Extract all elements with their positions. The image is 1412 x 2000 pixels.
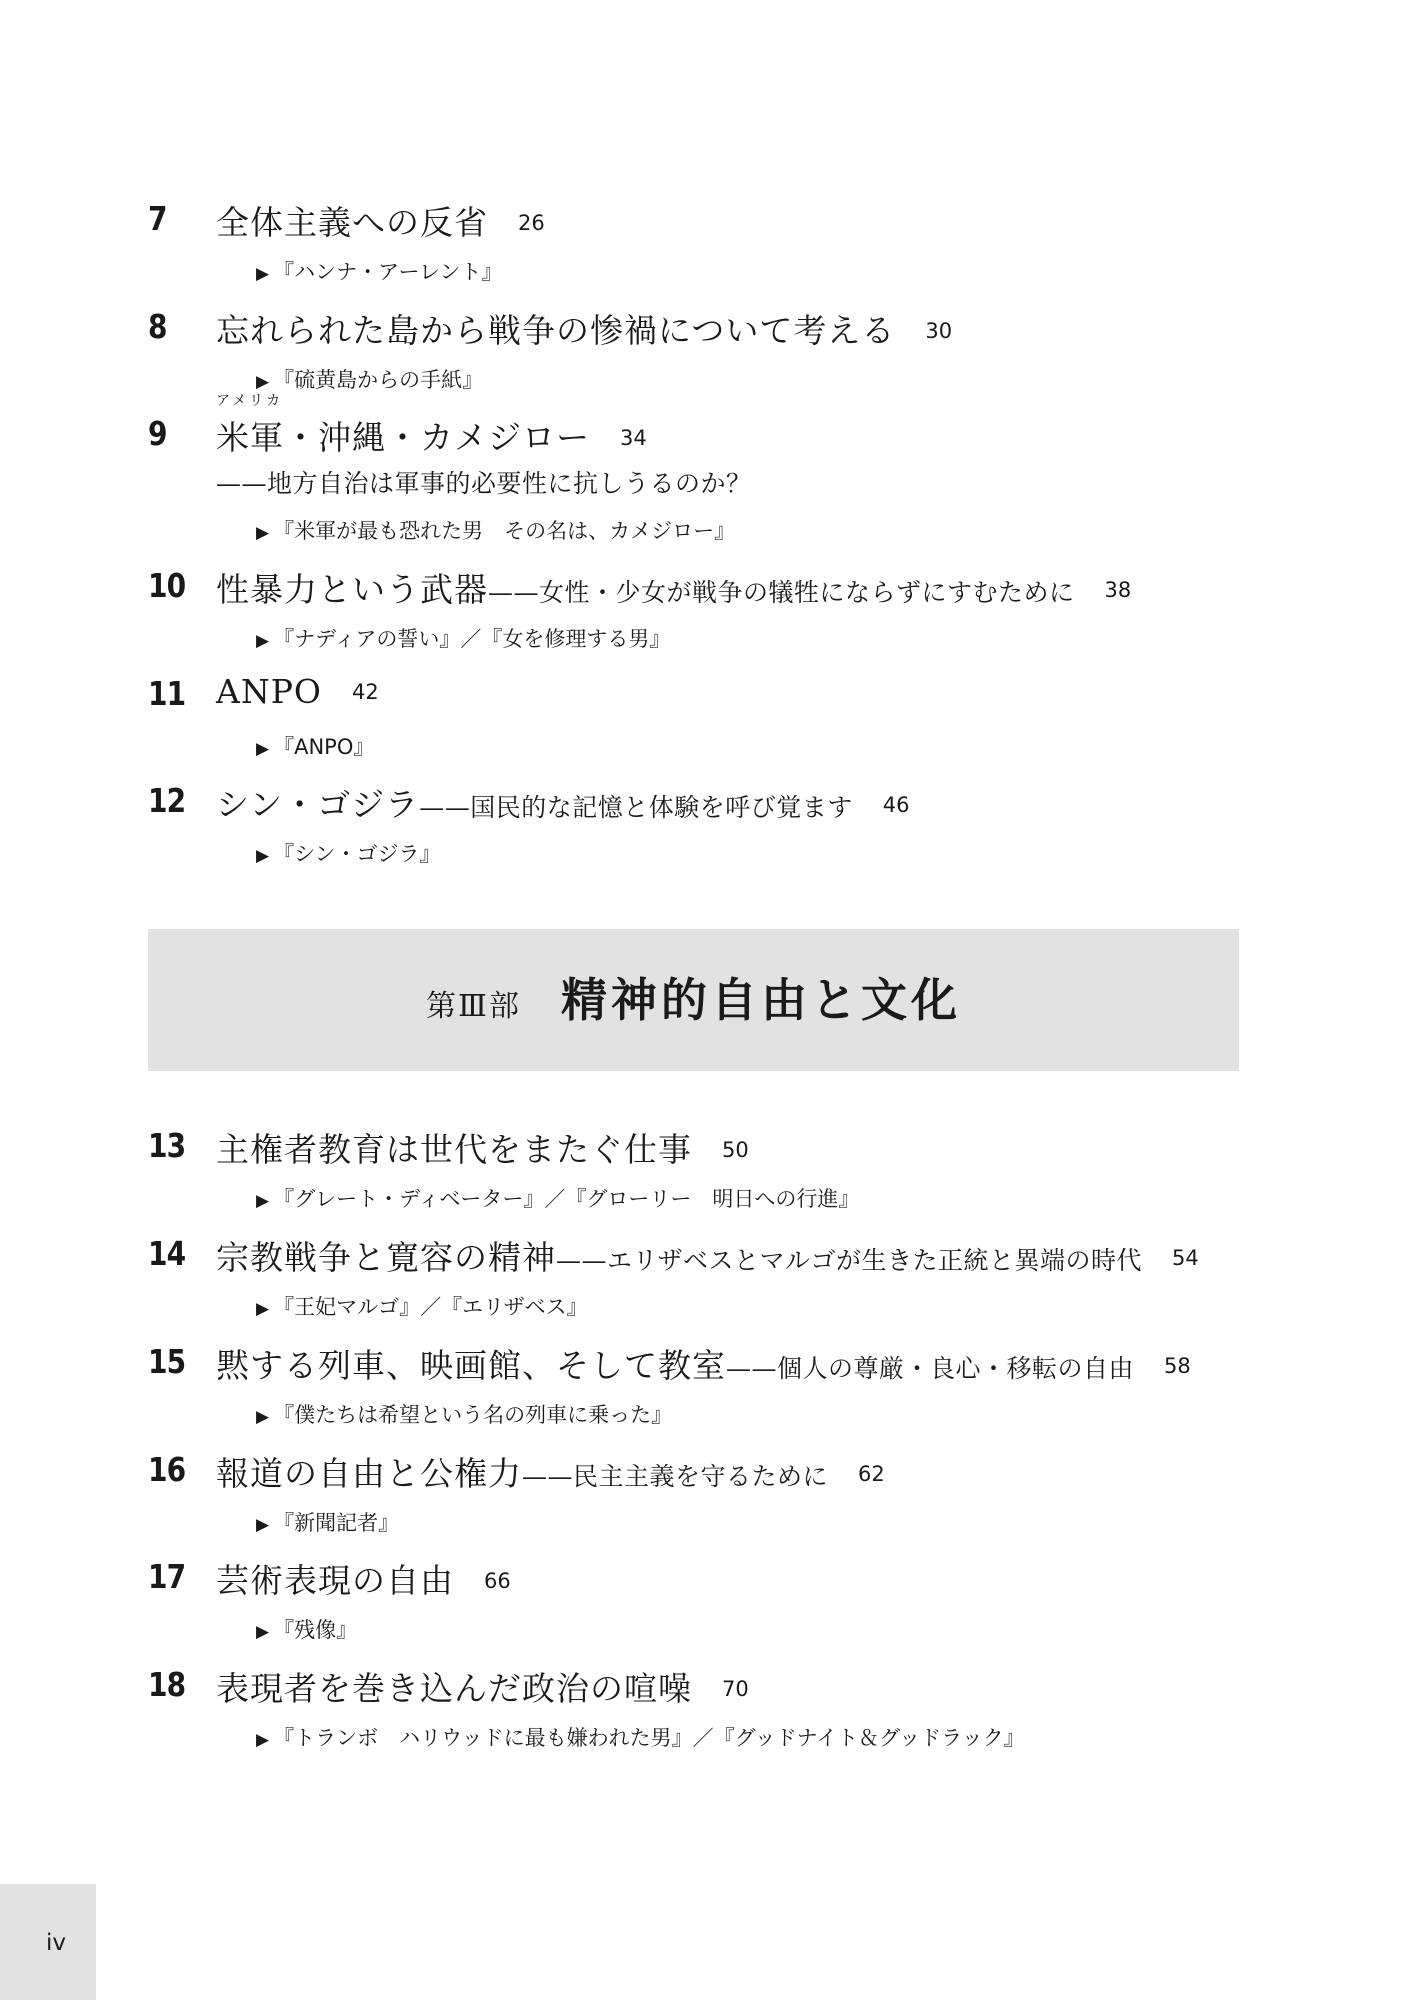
part-title: 精神的自由と文化 bbox=[560, 973, 961, 1027]
film-titles: 『王妃マルゴ』／『エリザベス』 bbox=[273, 1295, 588, 1319]
triangle-right-icon: ▶ bbox=[256, 264, 270, 284]
page-number: 42 bbox=[351, 680, 379, 704]
toc-entry-12 bbox=[148, 775, 1298, 877]
toc-entry-16 bbox=[148, 1444, 1298, 1546]
triangle-right-icon: ▶ bbox=[256, 523, 270, 543]
toc-entry-10 bbox=[148, 560, 1298, 662]
chapter-number: 7 bbox=[148, 199, 167, 238]
chapter-number: 10 bbox=[148, 566, 186, 605]
film-titles: 『ナディアの誓い』／『女を修理する男』 bbox=[273, 627, 671, 651]
chapter-number: 16 bbox=[148, 1450, 186, 1489]
film-titles: 『シン・ゴジラ』 bbox=[273, 842, 441, 866]
page-number: 58 bbox=[1164, 1354, 1191, 1378]
toc-entry-14 bbox=[148, 1228, 1298, 1330]
chapter-title: ANPO bbox=[216, 672, 322, 711]
chapter-number: 14 bbox=[148, 1234, 186, 1273]
toc-entry-11 bbox=[148, 668, 1298, 770]
page-number: 62 bbox=[858, 1462, 885, 1486]
page-number: 50 bbox=[722, 1138, 749, 1162]
film-titles: 『トランボ ハリウッドに最も嫌われた男』／『グッドナイト＆グッドラック』 bbox=[273, 1726, 1025, 1750]
chapter-title: 性暴力という武器 bbox=[216, 570, 488, 609]
film-list bbox=[148, 1500, 1298, 1546]
page-number: 66 bbox=[484, 1569, 511, 1593]
chapter-title: 報道の自由と公権力 bbox=[216, 1454, 522, 1493]
toc-entry-17 bbox=[148, 1551, 1298, 1653]
film-list bbox=[148, 724, 1298, 770]
triangle-right-icon: ▶ bbox=[256, 846, 270, 866]
triangle-right-icon: ▶ bbox=[256, 631, 270, 651]
chapter-title: 全体主義への反省 bbox=[216, 203, 488, 242]
film-list bbox=[148, 508, 1298, 554]
film-list bbox=[148, 1392, 1298, 1438]
toc-entry-15 bbox=[148, 1336, 1298, 1438]
chapter-subtitle: ——エリザベスとマルゴが生きた正統と異端の時代 bbox=[556, 1246, 1143, 1275]
chapter-title: 忘れられた島から戦争の惨禍について考える bbox=[216, 311, 896, 350]
chapter-subtitle: ——個人の尊厳・良心・移転の自由 bbox=[726, 1354, 1135, 1383]
film-titles: 『僕たちは希望という名の列車に乗った』 bbox=[273, 1403, 673, 1427]
chapter-title: 黙する列車、映画館、そして教室 bbox=[216, 1346, 726, 1385]
film-list bbox=[148, 616, 1298, 662]
film-titles: 『グレート・ディベーター』／『グローリー 明日への行進』 bbox=[273, 1187, 860, 1211]
triangle-right-icon: ▶ bbox=[256, 1730, 270, 1750]
film-list bbox=[148, 1176, 1298, 1222]
part-heading bbox=[148, 929, 1239, 1071]
chapter-number: 12 bbox=[148, 781, 186, 820]
film-list bbox=[148, 249, 1298, 295]
chapter-subtitle: ——民主主義を守るために bbox=[522, 1462, 829, 1491]
chapter-number: 17 bbox=[148, 1557, 186, 1596]
page-number: 34 bbox=[620, 426, 647, 450]
chapter-subtitle: ——地方自治は軍事的必要性に抗しうるのか？ bbox=[216, 469, 752, 498]
toc-entry-13 bbox=[148, 1120, 1298, 1222]
chapter-number: 15 bbox=[148, 1342, 186, 1381]
chapter-subtitle: ——女性・少女が戦争の犠牲にならずにすむために bbox=[488, 578, 1075, 607]
page-number: 30 bbox=[925, 319, 953, 343]
film-list bbox=[148, 357, 1298, 403]
page-number: 46 bbox=[882, 793, 910, 817]
ruby-base: 米軍 bbox=[216, 418, 284, 457]
page-folio: iv bbox=[46, 1930, 67, 1956]
film-list bbox=[148, 831, 1298, 877]
triangle-right-icon: ▶ bbox=[256, 372, 270, 392]
triangle-right-icon: ▶ bbox=[256, 1299, 270, 1319]
film-titles: 『米軍が最も恐れた男 その名は、カメジロー』 bbox=[273, 519, 736, 543]
film-list bbox=[148, 1715, 1298, 1761]
toc-entry-7 bbox=[148, 193, 1298, 295]
chapter-number: 9 bbox=[148, 414, 167, 453]
toc-entry-8 bbox=[148, 301, 1298, 403]
chapter-title: 主権者教育は世代をまたぐ仕事 bbox=[216, 1130, 692, 1169]
chapter-subtitle: ——国民的な記憶と体験を呼び覚ます bbox=[419, 793, 853, 822]
page-number: 54 bbox=[1172, 1246, 1199, 1270]
film-list bbox=[148, 1607, 1298, 1653]
film-titles: 『ANPO』 bbox=[273, 735, 375, 759]
film-titles: 『残像』 bbox=[273, 1618, 358, 1642]
chapter-title: ・沖縄・カメジロー bbox=[284, 418, 590, 457]
film-list bbox=[148, 1284, 1298, 1330]
page-number: 38 bbox=[1104, 578, 1132, 602]
triangle-right-icon: ▶ bbox=[256, 1515, 270, 1535]
triangle-right-icon: ▶ bbox=[256, 1191, 270, 1211]
chapter-number: 8 bbox=[148, 307, 167, 346]
toc-entry-18 bbox=[148, 1659, 1298, 1761]
film-titles: 『硫黄島からの手紙』 bbox=[273, 368, 484, 392]
page-number: 70 bbox=[722, 1677, 749, 1701]
film-titles: 『ハンナ・アーレント』 bbox=[273, 260, 503, 284]
toc-entry-9 bbox=[148, 393, 1298, 554]
page-number: 26 bbox=[518, 211, 545, 235]
chapter-title: 表現者を巻き込んだ政治の喧噪 bbox=[216, 1669, 692, 1708]
chapter-title: 芸術表現の自由 bbox=[216, 1561, 454, 1600]
triangle-right-icon: ▶ bbox=[256, 1407, 270, 1427]
triangle-right-icon: ▶ bbox=[256, 1622, 270, 1642]
chapter-number: 18 bbox=[148, 1665, 186, 1704]
triangle-right-icon: ▶ bbox=[256, 739, 270, 759]
film-titles: 『新聞記者』 bbox=[273, 1511, 400, 1535]
chapter-number: 13 bbox=[148, 1126, 186, 1165]
chapter-number: 11 bbox=[148, 674, 186, 713]
chapter-title: 宗教戦争と寛容の精神 bbox=[216, 1238, 556, 1277]
ruby-annotation: アメリカ bbox=[216, 393, 284, 409]
chapter-title: シン・ゴジラ bbox=[216, 785, 420, 824]
part-label: 第Ⅲ部 bbox=[426, 989, 521, 1024]
